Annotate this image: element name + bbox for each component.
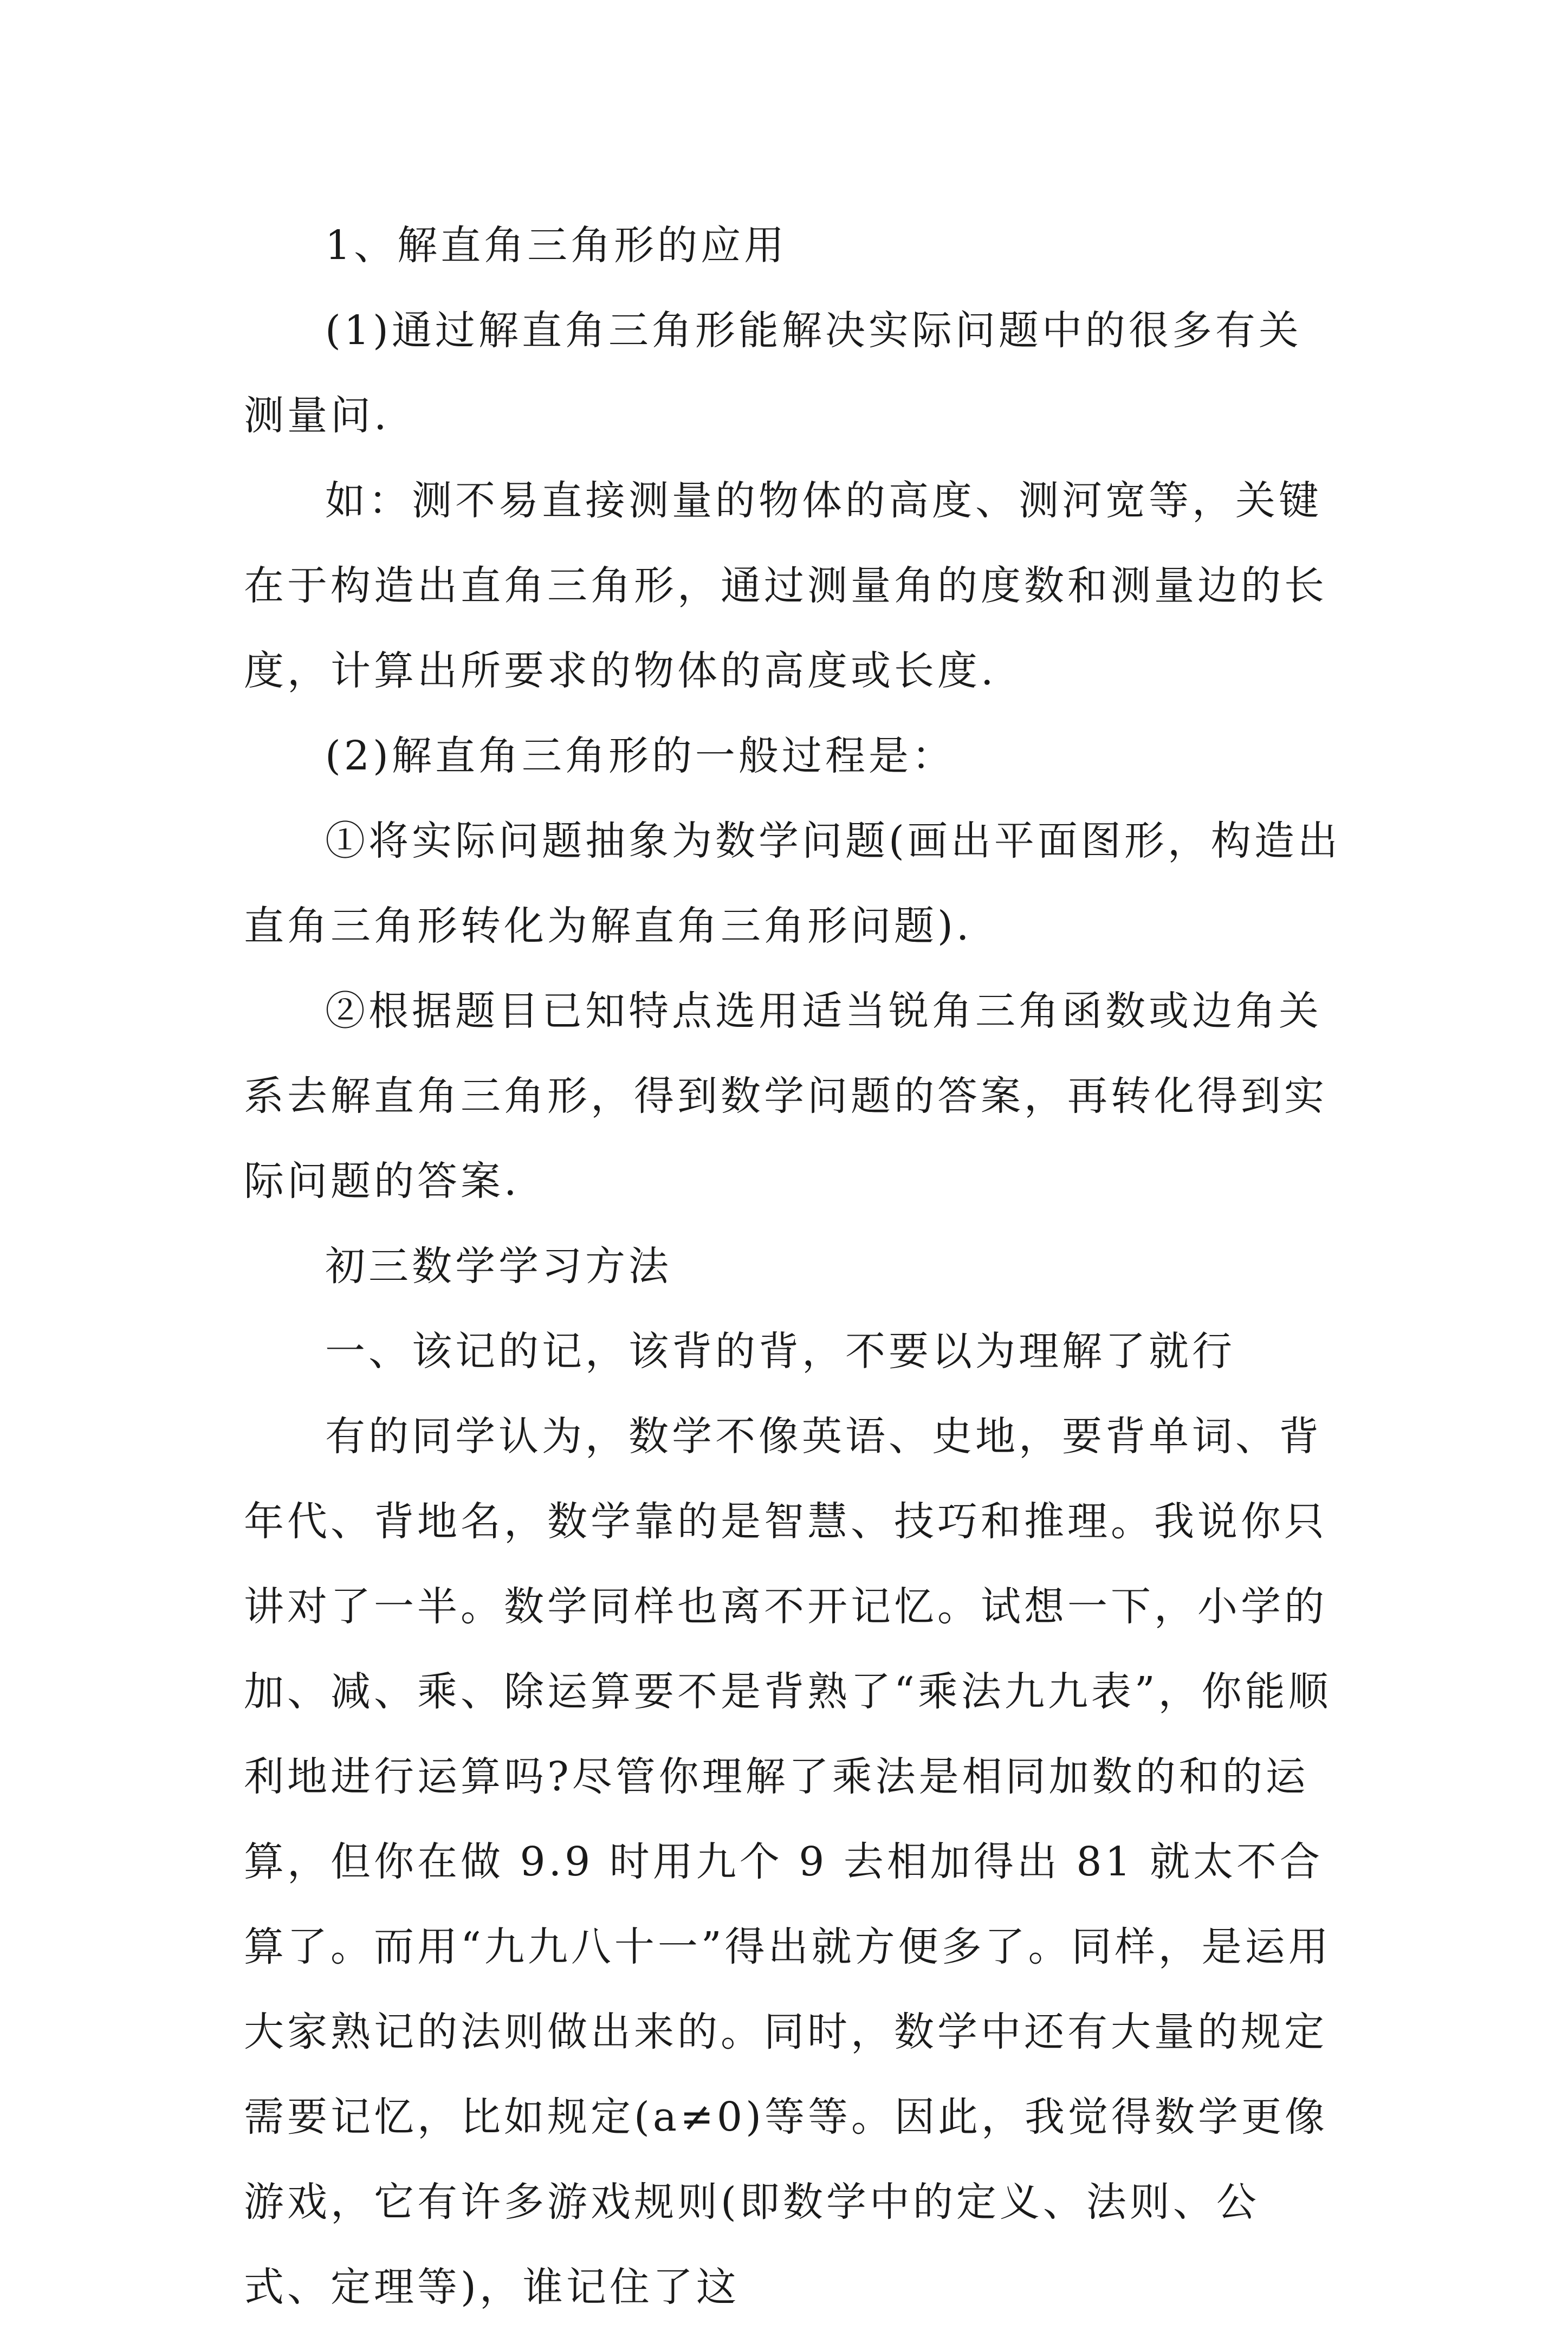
section-heading-study-methods: 初三数学学习方法 bbox=[325, 1243, 672, 1290]
section-heading-application: 1、解直角三角形的应用 bbox=[325, 222, 788, 269]
paragraph-measurement-example: 如：测不易直接测量的物体的高度、测河宽等，关键在于构造出直角三角形，通过测量角的度数和测量边的长度，计算出所要求的物体的高度或长度. bbox=[244, 477, 1327, 694]
paragraph-step-two: ②根据题目已知特点选用适当锐角三角函数或边角关系去解直角三角形，得到数学问题的答案，再转化得到实际问题的答案. bbox=[244, 988, 1327, 1205]
paragraph-general-process-heading: (2)解直角三角形的一般过程是： bbox=[325, 733, 955, 779]
paragraph-measurement-problems: (1)通过解直角三角形能解决实际问题中的很多有关测量问. bbox=[244, 307, 1302, 439]
subheading-memorize: 一、该记的记，该背的背，不要以为理解了就行 bbox=[325, 1328, 1235, 1375]
paragraph-step-one: ①将实际问题抽象为数学问题(画出平面图形，构造出直角三角形转化为解直角三角形问题). bbox=[244, 818, 1341, 949]
paragraph-memory-in-math: 有的同学认为，数学不像英语、史地，要背单词、背年代、背地名，数学靠的是智慧、技巧和推理。我说你只讲对了一半。数学同样也离不开记忆。试想一下，小学的加、减、乘、除运算要不是背熟了“乘法九九表”，你能顺利地进行运算吗?尽管你理解了乘法是相同加数的和的运算，但你在做 9.9 时用九个 9 去相加得出 81 就太不合算了。而用“九九八十一”得出就方便多了。同样，是运用大家熟记的法则做出来的。同时，数学中还有大量的规定需要记忆，比如规定(a≠0)等等。因此，我觉得数学更像游戏，它有许多游戏规则(即数学中的定义、法则、公式、定理等)，谁记住了这 bbox=[244, 1413, 1332, 2310]
document-page bbox=[244, 203, 1344, 2330]
